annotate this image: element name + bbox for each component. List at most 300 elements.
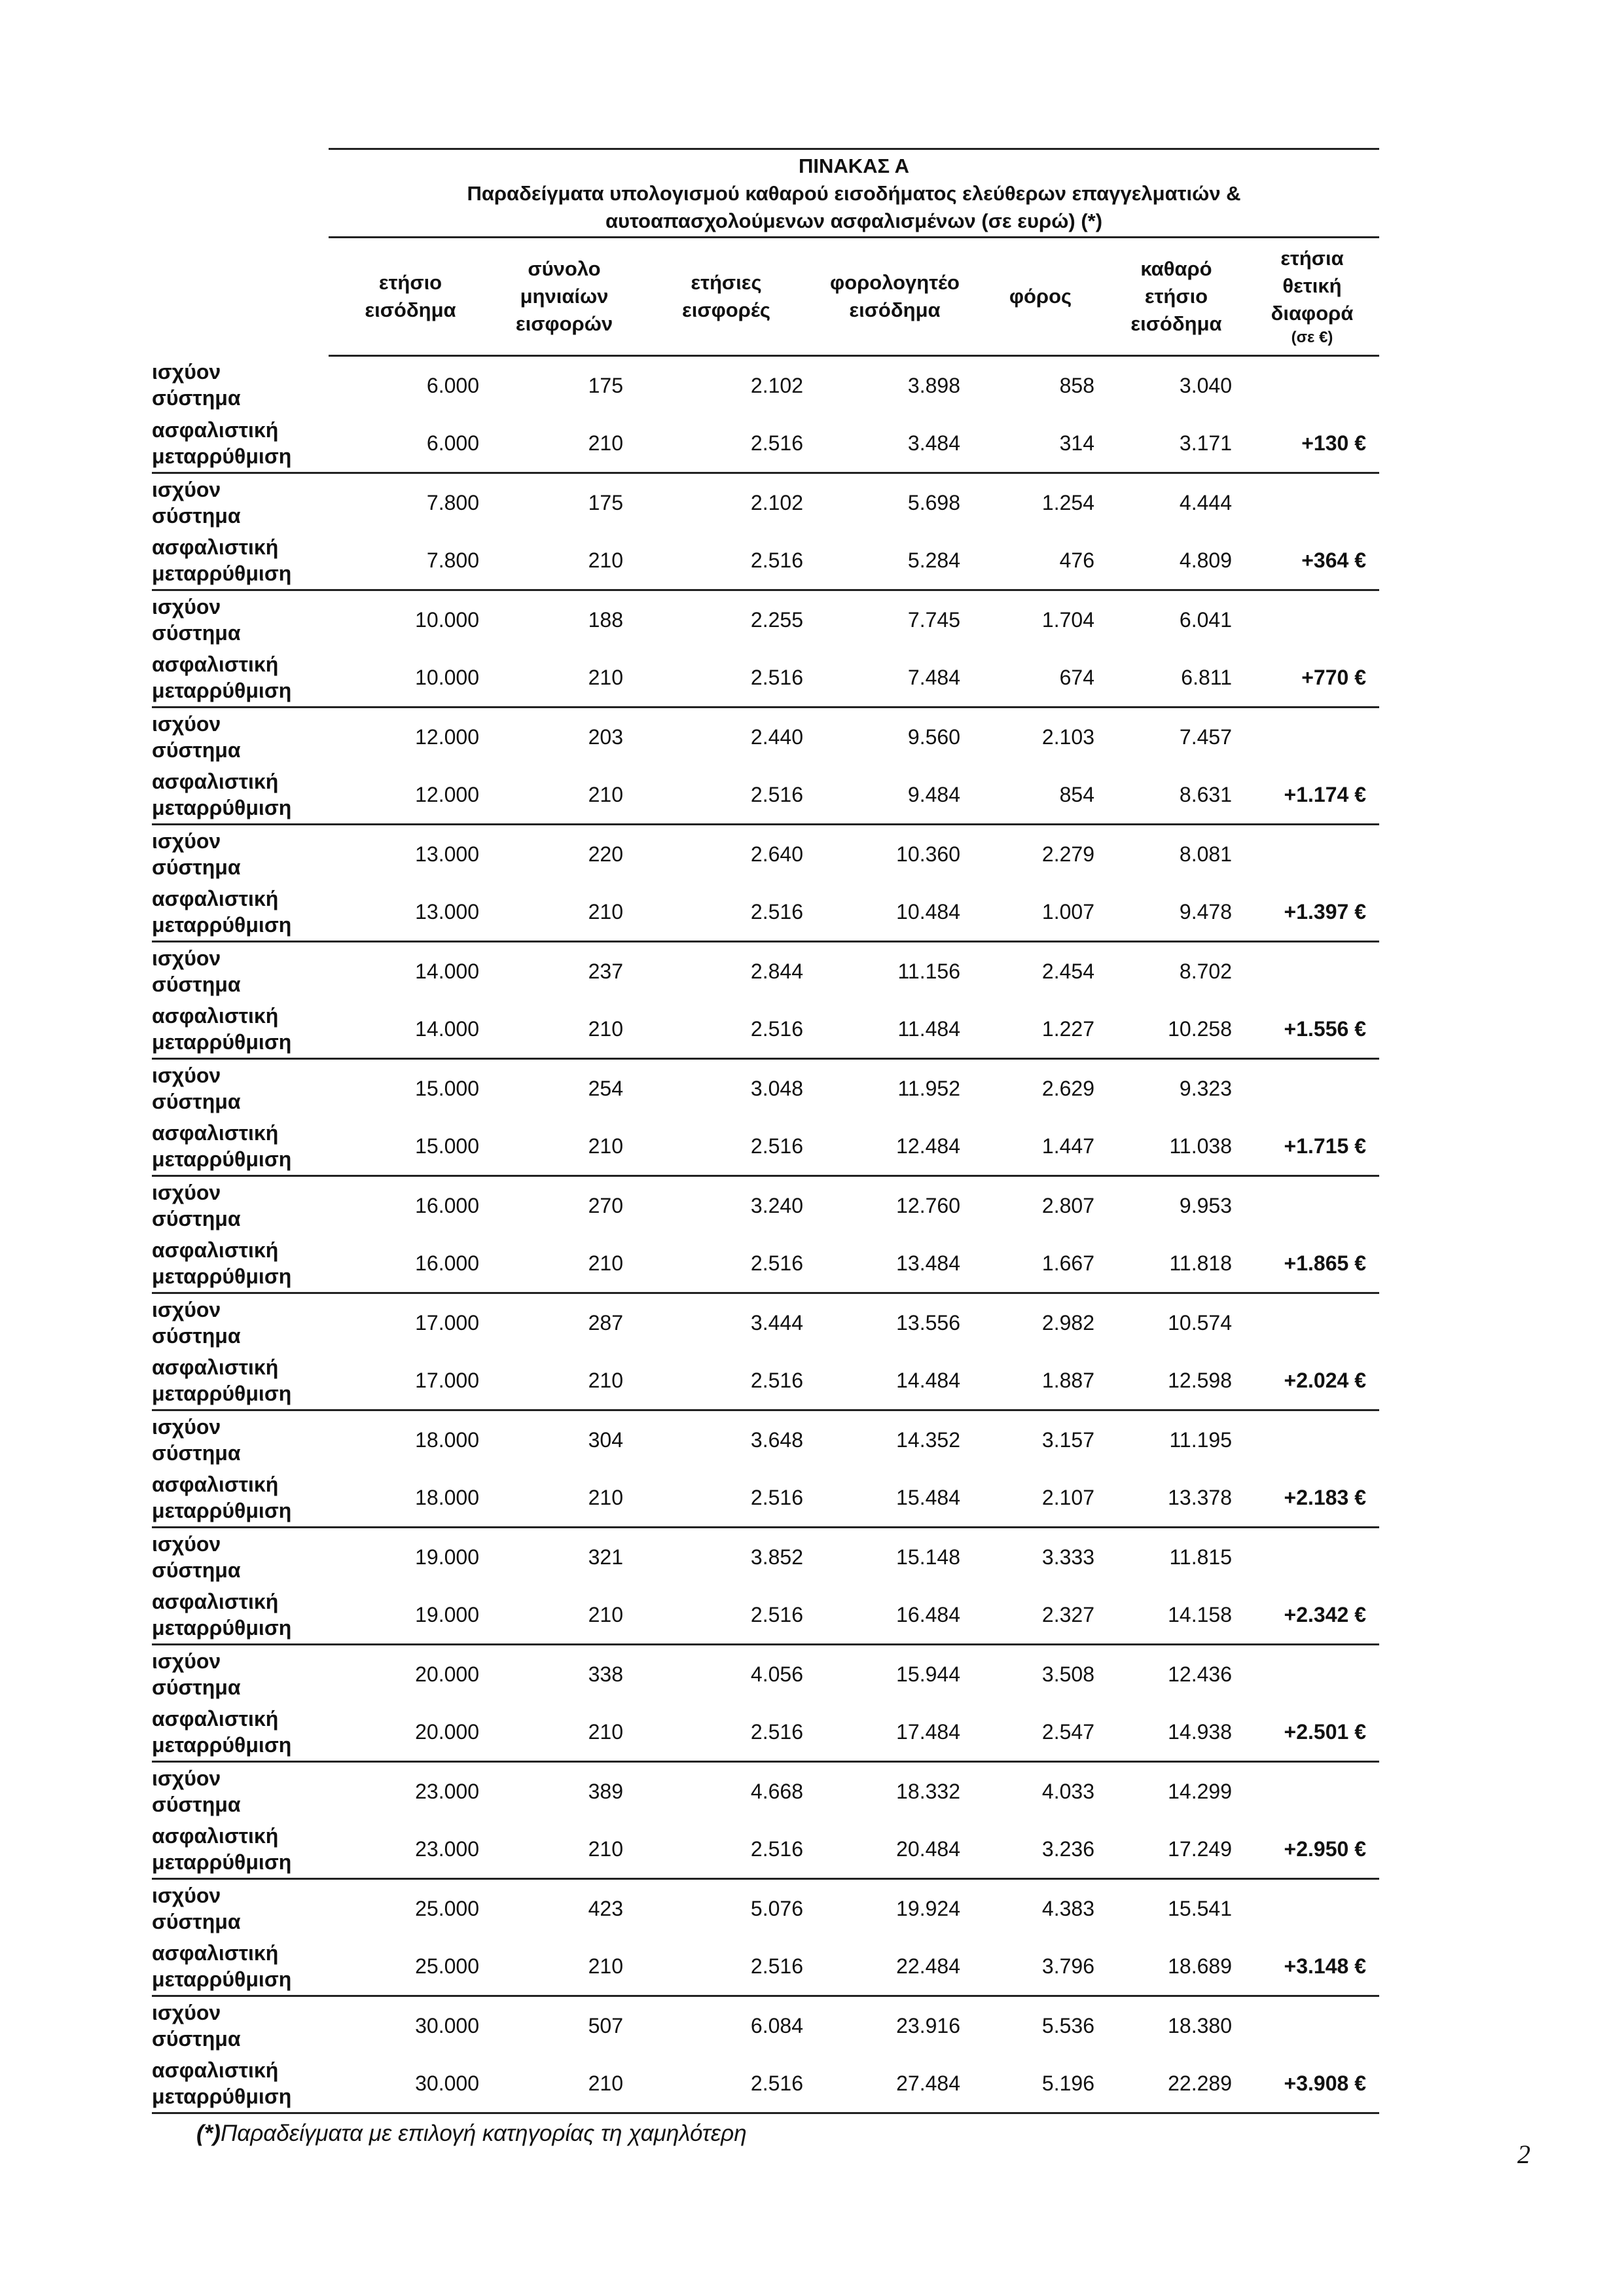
table-row-current	[152, 1645, 1379, 1704]
column-header-line: θετική	[1282, 274, 1342, 297]
annual-difference-cell: +2.501 €	[1245, 1703, 1379, 1762]
row-label-line: ασφαλιστική	[152, 535, 279, 559]
table-row-current	[152, 473, 1379, 532]
column-header-line: μηνιαίων	[520, 285, 609, 308]
table-cell: 210	[492, 1586, 636, 1645]
table-cell: 2.982	[1041, 1310, 1094, 1335]
table-cell: 8.081	[1179, 842, 1232, 866]
row-label	[152, 1117, 329, 1176]
annual-difference-cell: +1.715 €	[1245, 1117, 1379, 1176]
table-cell: 2.107	[973, 1469, 1108, 1528]
column-header-line: εισόδημα	[365, 298, 456, 321]
table-cell: 15.000	[329, 1117, 492, 1176]
row-label-line: ισχύον	[152, 1767, 221, 1790]
table-cell: 3.240	[750, 1193, 803, 1217]
table-row-reform	[152, 1469, 1379, 1528]
column-header-line: φόρος	[1009, 285, 1072, 308]
row-label-line: μεταρρύθμιση	[152, 1265, 292, 1288]
table-row-reform	[152, 1586, 1379, 1645]
column-header-line: ετήσια	[1280, 247, 1344, 270]
table-subtitle-line-1: Παραδείγματα υπολογισμού καθαρού εισοδήματος ελεύθερων επαγγελματιών &	[467, 182, 1241, 205]
table-cell: 12.000	[329, 766, 492, 825]
table-cell: 3.048	[750, 1076, 803, 1100]
table-cell: 2.516	[636, 883, 816, 942]
row-label	[152, 1234, 329, 1293]
row-label-line: ασφαλιστική	[152, 1121, 279, 1145]
annual-difference-cell: +3.908 €	[1245, 2054, 1379, 2113]
row-label-line: μεταρρύθμιση	[152, 1030, 292, 1054]
table-cell: 14.484	[816, 1352, 973, 1410]
table-cell: 14.000	[415, 959, 479, 983]
row-label-line: μεταρρύθμιση	[152, 1147, 292, 1171]
table-cell: 6.000	[426, 373, 479, 397]
row-label	[152, 883, 329, 942]
footnote-text: Παραδείγματα με επιλογή κατηγορίας τη χαμηλότερη	[220, 2121, 747, 2146]
row-label-line: μεταρρύθμιση	[152, 796, 292, 819]
annual-difference-cell	[1245, 1059, 1379, 1118]
table-title: ΠΙΝΑΚΑΣ Α	[798, 154, 909, 177]
table-row-reform	[152, 883, 1379, 942]
table-cell: 2.547	[973, 1703, 1108, 1762]
annual-difference-cell: +1.865 €	[1245, 1234, 1379, 1293]
row-label	[152, 473, 329, 532]
column-header	[1108, 238, 1245, 356]
table-cell: 423	[588, 1896, 623, 1920]
table-cell: 17.249	[1108, 1820, 1245, 1879]
row-label-line: ισχύον	[152, 1532, 221, 1556]
table-cell: 11.815	[1169, 1545, 1232, 1569]
table-cell: 10.258	[1108, 1000, 1245, 1059]
table-row-current	[152, 1293, 1379, 1352]
table-row-current	[152, 1410, 1379, 1469]
row-label-line: μεταρρύθμιση	[152, 1499, 292, 1522]
table-cell: 2.516	[636, 1586, 816, 1645]
row-label-line: σύστημα	[152, 1207, 241, 1230]
row-label	[152, 1820, 329, 1879]
table-row-reform	[152, 1117, 1379, 1176]
row-label	[152, 1176, 329, 1235]
table-cell: 210	[492, 531, 636, 590]
row-label	[152, 2054, 329, 2113]
row-label-line: σύστημα	[152, 504, 241, 528]
table-cell: 9.560	[907, 725, 960, 749]
row-label-line: ισχύον	[152, 946, 221, 970]
table-cell: 1.667	[973, 1234, 1108, 1293]
annual-difference-cell	[1245, 1293, 1379, 1352]
table-cell: 2.807	[1041, 1193, 1094, 1217]
table-cell: 18.380	[1168, 2013, 1232, 2037]
column-header-line: ετήσιο	[378, 271, 442, 294]
column-header-line: σύνολο	[528, 257, 601, 280]
row-label-line: ασφαλιστική	[152, 1473, 279, 1496]
table-cell: 338	[588, 1662, 623, 1686]
row-label-line: ασφαλιστική	[152, 1941, 279, 1965]
annual-difference-cell	[1245, 590, 1379, 649]
table-row-current	[152, 1176, 1379, 1235]
table-row-reform	[152, 649, 1379, 708]
table-cell: 210	[492, 414, 636, 473]
annual-difference-cell: +2.342 €	[1245, 1586, 1379, 1645]
table-cell: 16.484	[816, 1586, 973, 1645]
table-cell: 2.516	[636, 1820, 816, 1879]
table-row-reform	[152, 1703, 1379, 1762]
table-cell: 7.745	[907, 607, 960, 632]
annual-difference-cell: +2.024 €	[1245, 1352, 1379, 1410]
row-label	[152, 414, 329, 473]
table-cell: 2.516	[636, 1703, 816, 1762]
row-label	[152, 1937, 329, 1996]
table-cell: 15.944	[896, 1662, 960, 1686]
annual-difference-cell	[1245, 1645, 1379, 1704]
table-cell: 19.000	[329, 1586, 492, 1645]
table-row-current	[152, 1996, 1379, 2055]
table-cell: 13.484	[816, 1234, 973, 1293]
table-cell: 4.668	[750, 1779, 803, 1803]
annual-difference-cell: +1.397 €	[1245, 883, 1379, 942]
table-cell: 314	[973, 414, 1108, 473]
row-label-line: μεταρρύθμιση	[152, 2085, 292, 2108]
row-label-line: μεταρρύθμιση	[152, 562, 292, 585]
table-cell: 2.440	[750, 725, 803, 749]
row-label-line: ισχύον	[152, 1649, 221, 1673]
row-label-line: σύστημα	[152, 1676, 241, 1699]
annual-difference-cell: +130 €	[1245, 414, 1379, 473]
table-cell: 2.516	[636, 1469, 816, 1528]
column-header-line: ετήσιες	[691, 271, 762, 294]
row-label-line: σύστημα	[152, 1441, 241, 1465]
table-cell: 16.000	[415, 1193, 479, 1217]
table-cell: 6.000	[329, 414, 492, 473]
table-cell: 18.000	[329, 1469, 492, 1528]
column-header-line: εισόδημα	[1130, 312, 1222, 335]
annual-difference-cell: +1.556 €	[1245, 1000, 1379, 1059]
table-cell: 210	[492, 1937, 636, 1996]
table-cell: 5.196	[973, 2054, 1108, 2113]
table-cell: 3.796	[973, 1937, 1108, 1996]
table-cell: 389	[588, 1779, 623, 1803]
table-cell: 20.484	[816, 1820, 973, 1879]
row-label-line: σύστημα	[152, 2027, 241, 2051]
column-header-line: διαφορά	[1271, 302, 1354, 325]
table-cell: 11.156	[897, 959, 960, 983]
table-cell: 5.698	[907, 490, 960, 514]
row-label-line: ισχύον	[152, 1064, 221, 1087]
table-cell: 2.102	[750, 490, 803, 514]
row-label-line: ισχύον	[152, 1298, 221, 1321]
table-cell: 7.484	[816, 649, 973, 708]
row-label-line: ισχύον	[152, 1181, 221, 1204]
table-cell: 3.236	[973, 1820, 1108, 1879]
row-label	[152, 1469, 329, 1528]
header-spacer	[152, 238, 329, 356]
table-cell: 13.556	[896, 1310, 960, 1335]
annual-difference-cell: +2.950 €	[1245, 1820, 1379, 1879]
table-cell: 1.007	[973, 883, 1108, 942]
table-cell: 10.574	[1168, 1310, 1232, 1335]
table-cell: 2.255	[750, 607, 803, 632]
row-label-line: σύστημα	[152, 1910, 241, 1933]
row-label	[152, 356, 329, 415]
table-cell: 14.352	[896, 1427, 960, 1452]
table-cell: 15.484	[816, 1469, 973, 1528]
table-cell: 3.484	[816, 414, 973, 473]
annual-difference-cell: +364 €	[1245, 531, 1379, 590]
table-row-reform	[152, 1234, 1379, 1293]
table-cell: 175	[588, 373, 623, 397]
table-cell: 23.000	[415, 1779, 479, 1803]
table-cell: 2.516	[636, 1352, 816, 1410]
table-cell: 321	[588, 1545, 623, 1569]
table-cell: 507	[588, 2013, 623, 2037]
table-cell: 12.598	[1108, 1352, 1245, 1410]
row-label-line: ασφαλιστική	[152, 653, 279, 676]
table-cell: 210	[492, 2054, 636, 2113]
table-cell: 6.041	[1179, 607, 1232, 632]
table-cell: 5.536	[1041, 2013, 1094, 2037]
row-label-line: ισχύον	[152, 2001, 221, 2024]
table-cell: 10.000	[415, 607, 479, 632]
row-label	[152, 1059, 329, 1118]
row-label-line: σύστημα	[152, 1324, 241, 1348]
table-cell: 25.000	[415, 1896, 479, 1920]
annual-difference-cell	[1245, 1762, 1379, 1821]
table-cell: 7.457	[1179, 725, 1232, 749]
table-cell: 4.383	[1041, 1896, 1094, 1920]
row-label-line: μεταρρύθμιση	[152, 1967, 292, 1991]
column-header-line: φορολογητέο	[830, 271, 960, 294]
row-label-line: ασφαλιστική	[152, 770, 279, 793]
table-cell: 270	[588, 1193, 623, 1217]
table-row-current	[152, 356, 1379, 415]
table-cell: 17.484	[816, 1703, 973, 1762]
table-cell: 19.924	[896, 1896, 960, 1920]
table-cell: 203	[588, 725, 623, 749]
table-row-current	[152, 1059, 1379, 1118]
table-title-row	[152, 149, 1379, 238]
table-row-current	[152, 1528, 1379, 1587]
table-cell: 10.484	[816, 883, 973, 942]
row-label	[152, 1996, 329, 2055]
row-label-line: ασφαλιστική	[152, 887, 279, 910]
row-label-line: μεταρρύθμιση	[152, 1616, 292, 1640]
table-row-reform	[152, 1937, 1379, 1996]
row-label-line: μεταρρύθμιση	[152, 679, 292, 702]
table-title-cell	[329, 149, 1379, 238]
table-cell: 237	[588, 959, 623, 983]
table-subtitle-line-2: αυτοαπασχολούμενων ασφαλισμένων (σε ευρώ) (*)	[605, 209, 1103, 232]
annual-difference-cell	[1245, 942, 1379, 1001]
row-label-line: ασφαλιστική	[152, 2058, 279, 2082]
footnote	[196, 2121, 747, 2147]
row-label	[152, 1528, 329, 1587]
row-label	[152, 766, 329, 825]
row-label-line: σύστημα	[152, 973, 241, 996]
table-cell: 858	[1059, 373, 1094, 397]
table-cell: 18.000	[415, 1427, 479, 1452]
annual-difference-cell	[1245, 708, 1379, 766]
table-cell: 3.508	[1041, 1662, 1094, 1686]
row-label	[152, 1352, 329, 1410]
table-row-reform	[152, 531, 1379, 590]
table-row-current	[152, 942, 1379, 1001]
table-row-current	[152, 708, 1379, 766]
table-cell: 7.800	[426, 490, 479, 514]
table-cell: 2.516	[636, 1234, 816, 1293]
table-cell: 4.444	[1179, 490, 1232, 514]
row-label	[152, 825, 329, 884]
income-comparison-table	[152, 148, 1379, 2114]
row-label-line: ισχύον	[152, 595, 221, 619]
row-label-line: ασφαλιστική	[152, 418, 279, 442]
table-cell: 3.898	[907, 373, 960, 397]
row-label-line: ισχύον	[152, 712, 221, 736]
row-label-line: σύστημα	[152, 386, 241, 410]
table-body	[152, 356, 1379, 2113]
table-cell: 7.800	[329, 531, 492, 590]
title-spacer	[152, 149, 329, 238]
row-label-line: μεταρρύθμιση	[152, 1850, 292, 1874]
table-cell: 2.103	[1041, 725, 1094, 749]
table-cell: 11.818	[1108, 1234, 1245, 1293]
row-label	[152, 1000, 329, 1059]
row-label	[152, 649, 329, 708]
table-cell: 210	[492, 766, 636, 825]
row-label	[152, 590, 329, 649]
table-row-current	[152, 1879, 1379, 1938]
table-cell: 2.516	[636, 1117, 816, 1176]
table-cell: 304	[588, 1427, 623, 1452]
table-cell: 9.953	[1179, 1193, 1232, 1217]
row-label-line: ισχύον	[152, 829, 221, 853]
table-cell: 2.516	[636, 1000, 816, 1059]
annual-difference-cell	[1245, 1528, 1379, 1587]
column-header	[1245, 238, 1379, 356]
row-label-line: ασφαλιστική	[152, 1590, 279, 1613]
table-cell: 2.516	[636, 766, 816, 825]
row-label-line: ισχύον	[152, 360, 221, 384]
row-label-line: σύστημα	[152, 621, 241, 645]
column-header-line: ετήσιο	[1144, 285, 1208, 308]
table-cell: 210	[492, 1469, 636, 1528]
table-cell: 3.852	[750, 1545, 803, 1569]
table-cell: 210	[492, 1234, 636, 1293]
table-cell: 14.158	[1108, 1586, 1245, 1645]
table-cell: 2.516	[636, 414, 816, 473]
row-label-line: ασφαλιστική	[152, 1707, 279, 1731]
table-cell: 9.484	[816, 766, 973, 825]
table-cell: 10.360	[896, 842, 960, 866]
table-cell: 12.436	[1168, 1662, 1232, 1686]
table-cell: 15.541	[1168, 1896, 1232, 1920]
annual-difference-cell: +1.174 €	[1245, 766, 1379, 825]
table-cell: 2.102	[750, 373, 803, 397]
table-cell: 11.038	[1108, 1117, 1245, 1176]
row-label	[152, 1293, 329, 1352]
row-label-line: ασφαλιστική	[152, 1004, 279, 1028]
column-header-line: καθαρό	[1140, 257, 1212, 280]
table-cell: 27.484	[816, 2054, 973, 2113]
column-header	[973, 238, 1108, 356]
table-cell: 1.704	[1041, 607, 1094, 632]
annual-difference-cell	[1245, 1176, 1379, 1235]
table-cell: 210	[492, 649, 636, 708]
table-cell: 2.516	[636, 2054, 816, 2113]
table-cell: 11.484	[816, 1000, 973, 1059]
footnote-marker: (*)	[196, 2121, 221, 2146]
annual-difference-cell	[1245, 473, 1379, 532]
table-cell: 2.516	[636, 531, 816, 590]
table-cell: 175	[588, 490, 623, 514]
row-label-line: σύστημα	[152, 855, 241, 879]
table-cell: 210	[492, 883, 636, 942]
row-label-line: μεταρρύθμιση	[152, 913, 292, 937]
row-label	[152, 1703, 329, 1762]
table-cell: 15.000	[415, 1076, 479, 1100]
table-cell: 17.000	[415, 1310, 479, 1335]
table-row-current	[152, 825, 1379, 884]
row-label	[152, 1879, 329, 1938]
row-label-line: σύστημα	[152, 1558, 241, 1582]
row-label-line: ασφαλιστική	[152, 1238, 279, 1262]
table-cell: 2.454	[1041, 959, 1094, 983]
annual-difference-cell: +3.148 €	[1245, 1937, 1379, 1996]
table-cell: 2.279	[1041, 842, 1094, 866]
column-header	[636, 238, 816, 356]
table-cell: 17.000	[329, 1352, 492, 1410]
table-cell: 20.000	[415, 1662, 479, 1686]
table-cell: 3.157	[1041, 1427, 1094, 1452]
table-cell: 1.227	[973, 1000, 1108, 1059]
row-label-line: μεταρρύθμιση	[152, 444, 292, 468]
table-cell: 3.171	[1108, 414, 1245, 473]
table-row-reform	[152, 1352, 1379, 1410]
table-cell: 4.056	[750, 1662, 803, 1686]
table-cell: 22.484	[816, 1937, 973, 1996]
row-label-line: σύστημα	[152, 1090, 241, 1113]
table-cell: 30.000	[329, 2054, 492, 2113]
table-cell: 1.254	[1041, 490, 1094, 514]
table-cell: 14.938	[1108, 1703, 1245, 1762]
table-cell: 11.952	[897, 1076, 960, 1100]
table-cell: 8.702	[1179, 959, 1232, 983]
table-cell: 5.076	[750, 1896, 803, 1920]
table-cell: 1.887	[973, 1352, 1108, 1410]
table-cell: 2.327	[973, 1586, 1108, 1645]
table-cell: 19.000	[415, 1545, 479, 1569]
table-row-current	[152, 1762, 1379, 1821]
table-row-reform	[152, 414, 1379, 473]
table-cell: 18.689	[1108, 1937, 1245, 1996]
row-label-line: ασφαλιστική	[152, 1355, 279, 1379]
table-cell: 25.000	[329, 1937, 492, 1996]
column-header-line: εισφορών	[515, 312, 613, 335]
table-cell: 210	[492, 1352, 636, 1410]
row-label-line: σύστημα	[152, 738, 241, 762]
table-cell: 6.811	[1108, 649, 1245, 708]
table-cell: 3.333	[1041, 1545, 1094, 1569]
table-cell: 2.640	[750, 842, 803, 866]
table-cell: 674	[973, 649, 1108, 708]
table-cell: 3.444	[750, 1310, 803, 1335]
table-cell: 2.844	[750, 959, 803, 983]
annual-difference-cell	[1245, 1410, 1379, 1469]
table-cell: 13.378	[1108, 1469, 1245, 1528]
table-cell: 854	[973, 766, 1108, 825]
page-number: 2	[1517, 2140, 1530, 2169]
table-cell: 20.000	[329, 1703, 492, 1762]
table-cell: 4.033	[1041, 1779, 1094, 1803]
table-cell: 2.516	[636, 1937, 816, 1996]
